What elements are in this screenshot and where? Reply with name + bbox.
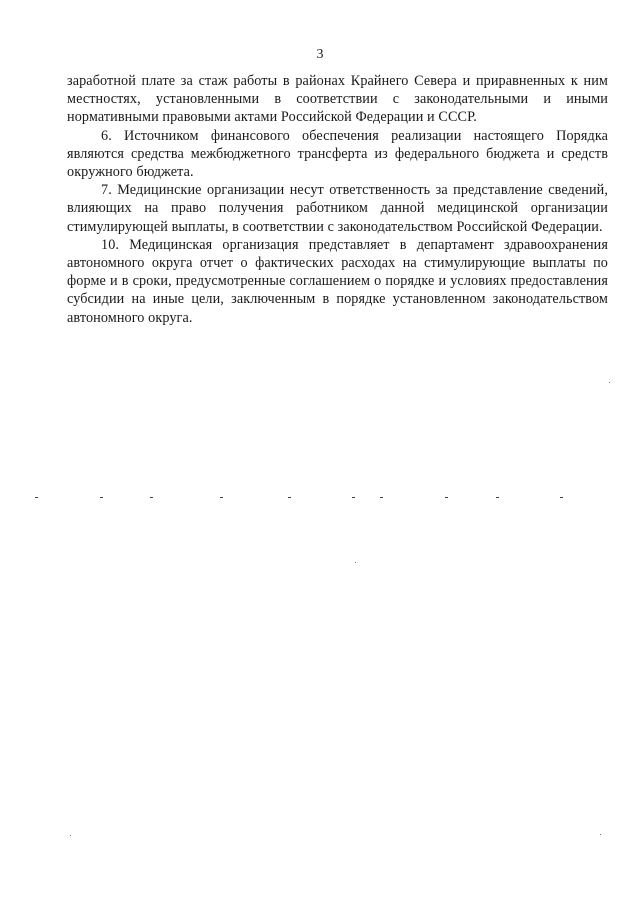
- scan-speck: [600, 834, 601, 835]
- paragraph-item-10: 10. Медицинская организация представляет в департамент здравоохранения автономного округа отчет о фактических расходах на стимулирующие выплаты по форме и в сроки, предусмотренные соглашением о порядке и условиях предоставления субсидии на иные цели, заключенным в порядке установленном законодательством автономного округа.: [67, 236, 608, 326]
- document-body: [67, 72, 608, 327]
- scan-speck: [355, 562, 356, 563]
- paragraph-item-7: 7. Медицинские организации несут ответственность за представление сведений, влияющих на право получения работником данной медицинской организации стимулирующей выплаты, в соответствии с законодательством Российской Федерации.: [67, 182, 608, 235]
- scan-artifact-dots: [30, 497, 610, 501]
- paragraph-continuation: заработной плате за стаж работы в районах Крайнего Севера и приравненных к ним местностях, установленными в соответствии с законодательными и иными нормативными правовыми актами Российской Федерации и СССР.: [67, 73, 608, 126]
- paragraph-item-6: 6. Источником финансового обеспечения реализации настоящего Порядка являются средства межбюджетного трансферта из федерального бюджета и средств окружного бюджета.: [67, 127, 608, 181]
- scan-speck: [609, 382, 610, 383]
- scan-speck: [70, 835, 71, 836]
- page-number: 3: [316, 47, 324, 62]
